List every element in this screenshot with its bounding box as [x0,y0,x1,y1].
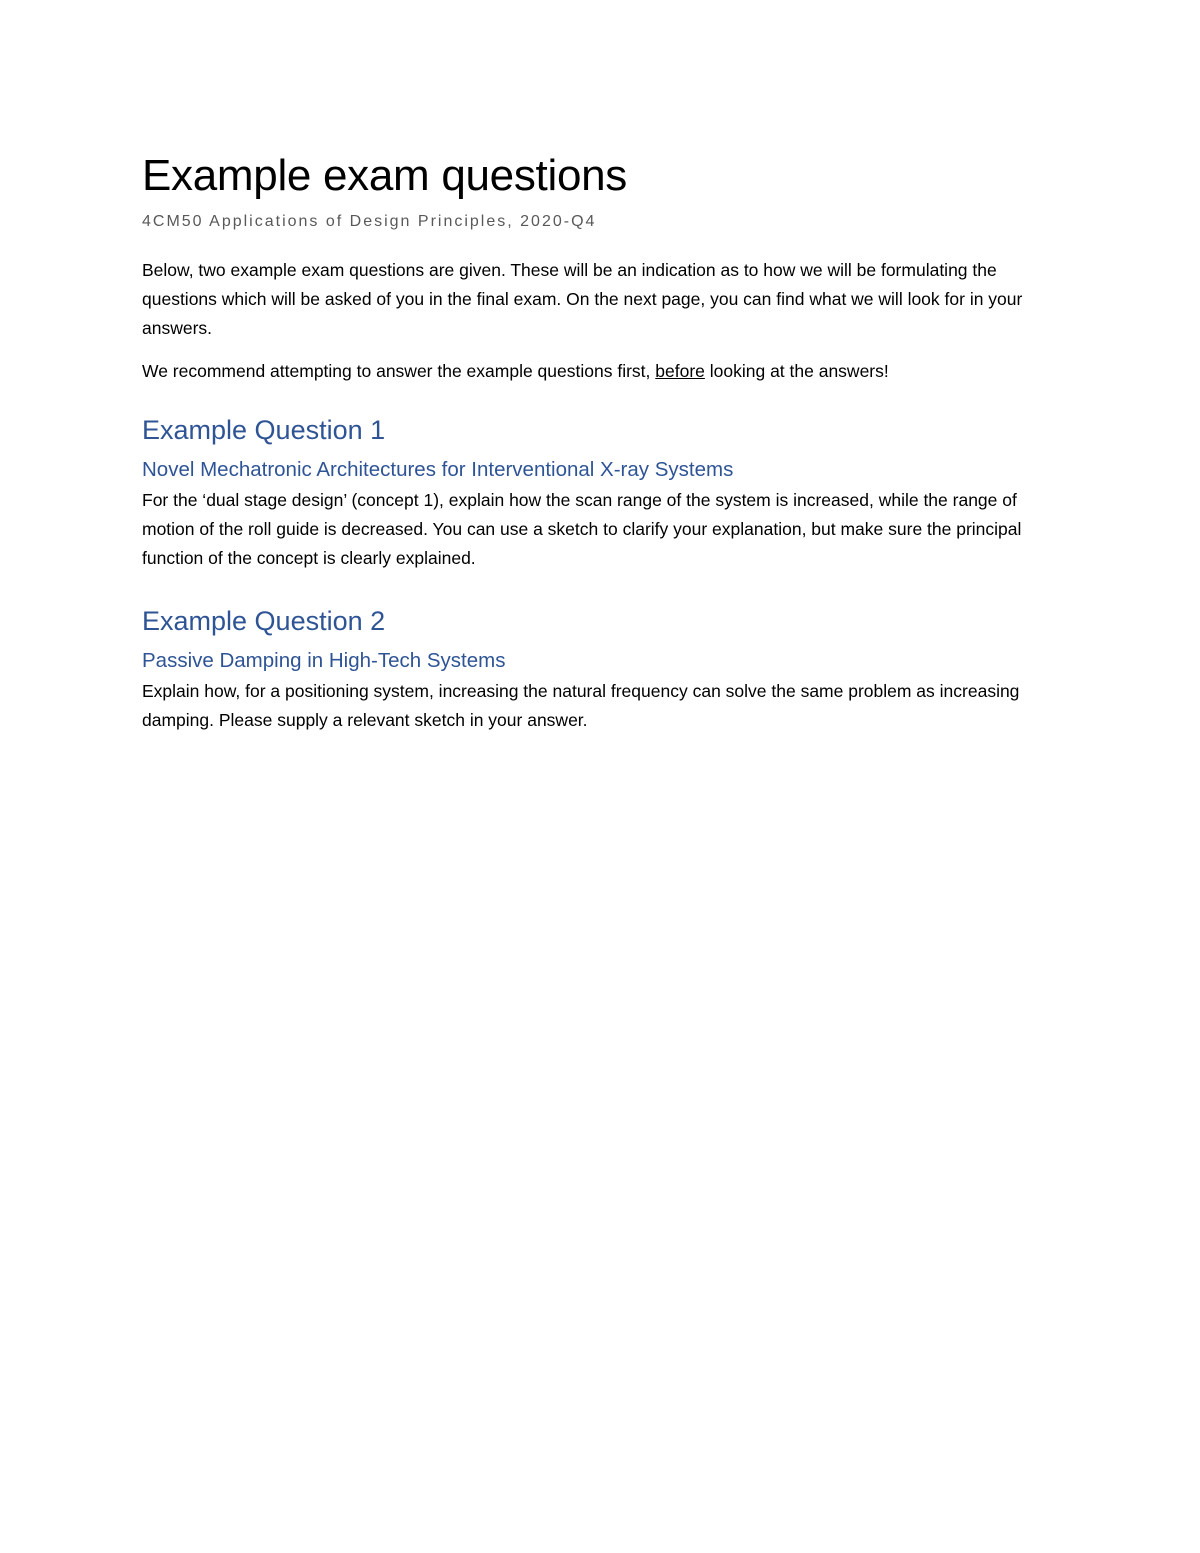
recommendation-underlined-word: before [655,361,705,381]
document-title: Example exam questions [142,151,627,200]
recommendation-text-start: We recommend attempting to answer the example questions first, [142,361,656,381]
recommendation-text-end: looking at the answers! [704,361,889,381]
question-1-section [142,412,1058,573]
question-1-text: For the ‘dual stage design’ (concept 1), explain how the scan range of the system is increased, while the range of motion of the roll guide is decreased. You can use a sketch to clarify your explanation, but make sure the principal function of the concept is clearly explained. [142,490,1022,568]
question-1-heading: Example Question 1 [142,415,386,445]
question-2-text: Explain how, for a positioning system, increasing the natural frequency can solve the same problem as increasing damping. Please supply a relevant sketch in your answer. [142,681,1020,730]
question-2-section [142,603,1058,735]
intro-paragraph: Below, two example exam questions are given. These will be an indication as to how we will be formulating the questions which will be asked of you in the final exam. On the next page, you can find what we will look for in your answers. [142,260,1023,338]
question-2-heading: Example Question 2 [142,606,386,636]
recommendation-paragraph [142,357,1058,386]
question-2-topic: Passive Damping in High-Tech Systems [142,649,506,672]
document-page [142,148,1058,735]
question-1-topic: Novel Mechatronic Architectures for Interventional X-ray Systems [142,458,734,481]
document-subtitle: 4CM50 Applications of Design Principles, 2020-Q4 [142,213,597,230]
